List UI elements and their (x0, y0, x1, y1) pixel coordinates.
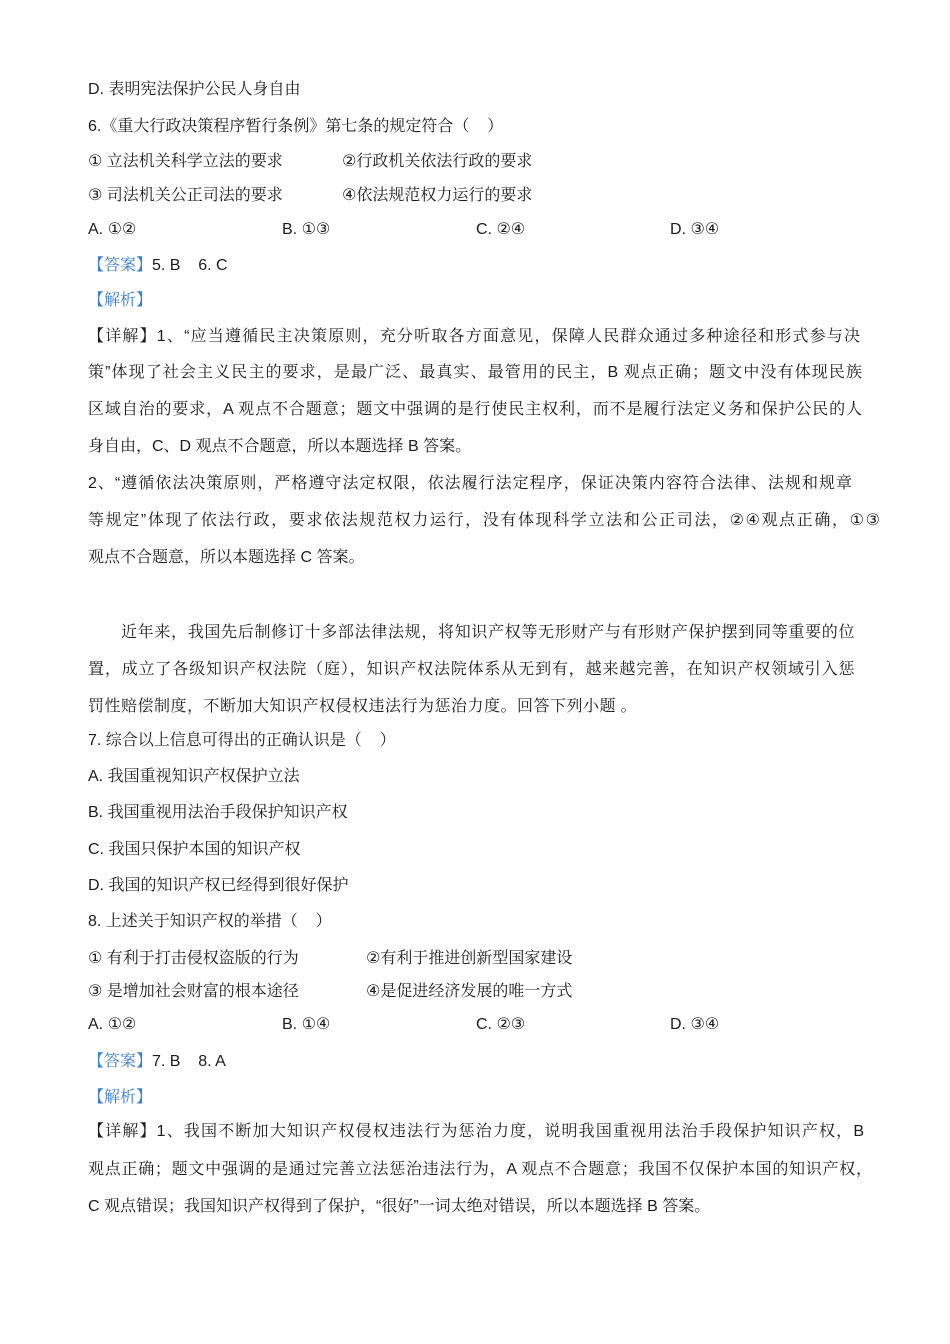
q7-option-a: A. 我国重视知识产权保护立法 (88, 768, 300, 785)
analysis-line: 区域自治的要求，A 观点不合题意；题文中强调的是行使民主权利，而不是履行法定义务和保护公民的人 (88, 401, 862, 418)
answer-7-8 (88, 1050, 226, 1074)
q7-option-d: D. 我国的知识产权已经得到很好保护 (88, 877, 349, 894)
analysis-tag: 【解析】 (88, 292, 153, 309)
analysis-line: C 观点错误；我国知识产权得到了保护，“很好”一词太绝对错误，所以本题选择 B 答案。 (88, 1198, 711, 1215)
q6-choice-a: A. ①② (88, 221, 137, 238)
analysis-line: 【详解】1、“应当遵循民主决策原则，充分听取各方面意见，保障人民群众通过多种途径和形式参与决 (88, 328, 860, 345)
analysis-line: 观点正确；题文中强调的是通过完善立法惩治违法行为，A 观点不合题意；我国不仅保护本国的知识产权， (88, 1161, 872, 1178)
q8-choice-b: B. ①④ (282, 1016, 331, 1033)
q6-statement-4: ④依法规范权力运行的要求 (342, 187, 533, 204)
q6-statement-3: ③ 司法机关公正司法的要求 (88, 187, 283, 204)
q8-statement-1: ① 有利于打击侵权盗版的行为 (88, 950, 299, 967)
analysis-line: 【详解】1、我国不断加大知识产权侵权违法行为惩治力度，说明我国重视用法治手段保护知识产权，B (88, 1123, 864, 1140)
analysis-line: 等规定”体现了依法行政，要求依法规范权力运行，没有体现科学立法和公正司法，②④观点正确，①③ (88, 512, 880, 529)
analysis-tag: 【解析】 (88, 1089, 153, 1106)
material-line: 罚性赔偿制度，不断加大知识产权侵权违法行为惩治力度。回答下列小题 。 (88, 698, 638, 715)
q8-choice-a: A. ①② (88, 1016, 137, 1033)
material-line: 置，成立了各级知识产权法院（庭），知识产权法院体系从无到有，越来越完善，在知识产权领域引入惩 (88, 661, 855, 678)
q8-stem: 8. 上述关于知识产权的举措（ ） (88, 913, 332, 930)
answer-tag: 【答案】 (88, 257, 153, 274)
q8-statement-4: ④是促进经济发展的唯一方式 (366, 983, 573, 1000)
answer-text: 5. B 6. C (152, 257, 228, 274)
q5-option-d: D. 表明宪法保护公民人身自由 (88, 81, 301, 98)
answer-5-6 (88, 254, 228, 278)
q6-choice-c: C. ②④ (476, 221, 526, 238)
material-line: 近年来，我国先后制修订十多部法律法规，将知识产权等无形财产与有形财产保护摆到同等重要的位 (121, 624, 855, 641)
analysis-line: 2、“遵循依法决策原则，严格遵守法定权限，依法履行法定程序，保证决策内容符合法律、法规和规章 (88, 475, 852, 492)
q6-statement-2: ②行政机关依法行政的要求 (342, 153, 533, 170)
q6-stem: 6.《重大行政决策程序暂行条例》第七条的规定符合（ ） (88, 118, 504, 135)
answer-tag: 【答案】 (88, 1053, 153, 1070)
analysis-line: 身自由，C、D 观点不合题意，所以本题选择 B 答案。 (88, 438, 472, 455)
q8-choice-d: D. ③④ (670, 1016, 720, 1033)
q7-option-c: C. 我国只保护本国的知识产权 (88, 841, 301, 858)
q8-statement-3: ③ 是增加社会财富的根本途径 (88, 983, 299, 1000)
q7-option-b: B. 我国重视用法治手段保护知识产权 (88, 804, 348, 821)
answer-text: 7. B 8. A (152, 1053, 226, 1070)
q6-choice-b: B. ①③ (282, 221, 331, 238)
q8-statement-2: ②有利于推进创新型国家建设 (366, 950, 573, 967)
analysis-line: 策”体现了社会主义民主的要求，是最广泛、最真实、最管用的民主，B 观点正确；题文中没有体现民族 (88, 364, 862, 381)
q8-choice-c: C. ②③ (476, 1016, 526, 1033)
q7-stem: 7. 综合以上信息可得出的正确认识是（ ） (88, 732, 396, 749)
q6-statement-1: ① 立法机关科学立法的要求 (88, 153, 283, 170)
q6-choice-d: D. ③④ (670, 221, 720, 238)
analysis-line: 观点不合题意，所以本题选择 C 答案。 (88, 549, 365, 566)
